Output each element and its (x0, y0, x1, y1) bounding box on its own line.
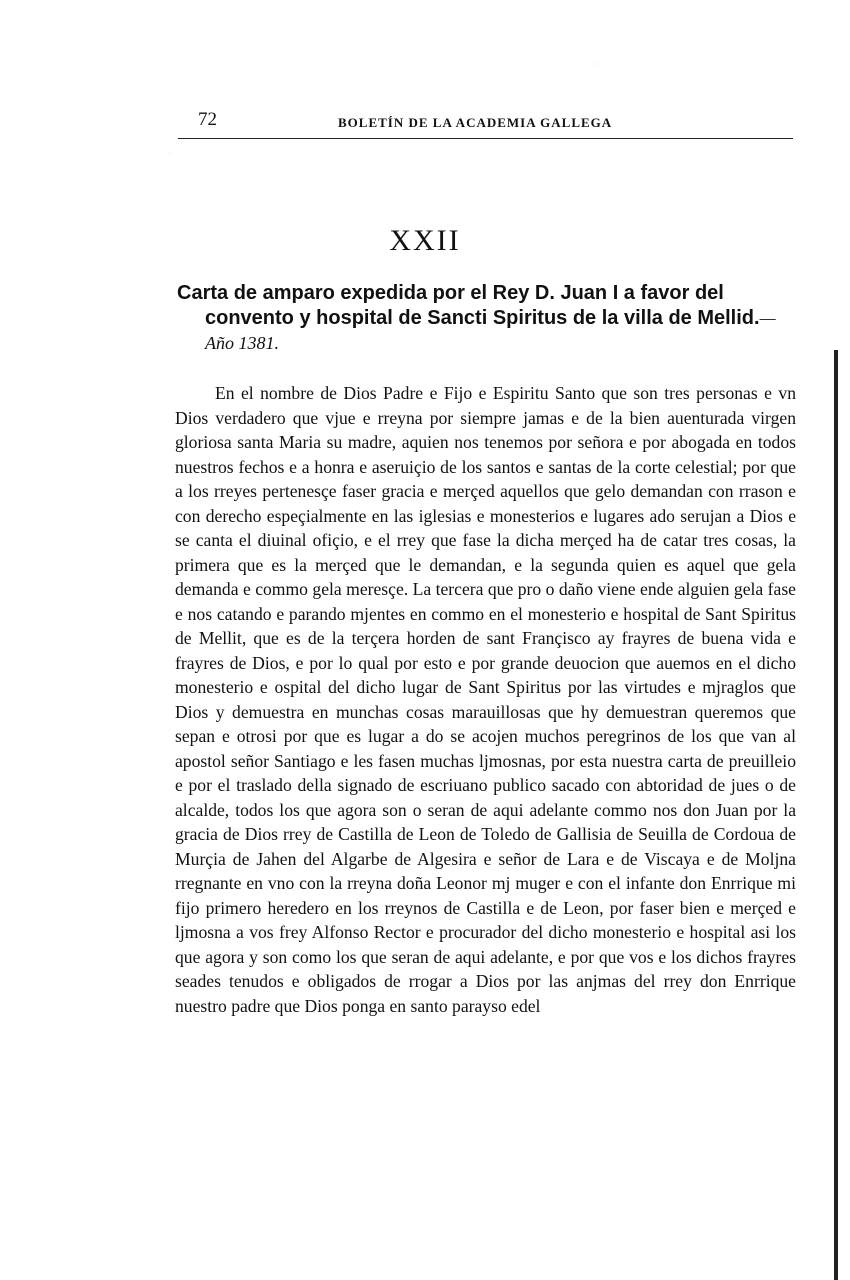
document-year: —Año 1381. (205, 308, 776, 353)
page-edge-shadow (834, 350, 838, 1280)
document-heading (177, 281, 797, 356)
running-head (178, 108, 793, 139)
document-number: XXII (389, 224, 461, 257)
page-number: 72 (198, 109, 217, 130)
body-paragraph: En el nombre de Dios Padre e Fijo e Espiritu Santo que son tres personas e vn Dios verdadero que vjue e rreyna por siempre jamas e de la bien auenturada virgen gloriosa santa Maria su madre, aquien nos tenemos por señora e por abogada en todos nuestros fechos e a honra e aseruiçio de los santos e santas de la corte celestial; por que a los rreyes pertenesçe faser gracia e merçed aquellos que gelo demandan con rrason e con derecho espeçialmente en las iglesias e monesterios e lugares ado serujan a Dios e se canta el diuinal ofiçio, e el rrey que fase la dicha merçed ha de catar tres cosas, la primera que es la merçed que le demandan, e la segunda quien es aquel que gela demanda e commo gela meresçe. La tercera que pro o daño viene ende alguien gela fase e nos catando e parando mjentes en commo en el monesterio e hospital de Sant Spiritus de Mellit, que es de la terçera horden de sant Françisco ay frayres de buena vida e frayres de Dios, e por lo qual por esto e por grande deuocion que auemos en el dicho monesterio e ospital del dicho lugar de Sant Spiritus por las virtudes e mjraglos que Dios y demuestra en munchas cosas marauillosas que hy demuestran queremos que sepan e otrosi por que es lugar a do se acojen muchos peregrinos de los que van al apostol señor Santiago e les fasen muchas ljmosnas, por esta nuestra carta de preuilleio e por el traslado della signado de escriuano publico sacado con abtoridad de jues o de alcalde, todos los que agora son o seran de aqui adelante commo nos don Juan por la gracia de Dios rrey de Castilla de Leon de Toledo de Gallisia de Seuilla de Cordoua de Murçia de Jahen del Algarbe de Algesira e señor de Lara e de Viscaya e de Moljna rregnante en vno con la rreyna doña Leonor mj muger e con el infante don Enrrique mi fijo primero heredero en los rreynos de Castilla e de Leon, por faser bien e merçed e ljmosna a vos frey Alfonso Rector e procurador del dicho monesterio e hospital asi los que agora y son como los que seran de aqui adelante, e por que vos e los dichos frayres seades tenudos e obligados de rrogar a Dios por las anjmas del rrey don Enrrique nuestro padre que Dios ponga en santo parayso edel (175, 383, 796, 1016)
journal-title: BOLETÍN DE LA ACADEMIA GALLEGA (338, 115, 613, 130)
document-title: Carta de amparo expedida por el Rey D. Juan I a favor del convento y hospital de Sancti Spiritus de la villa de Mellid. (177, 282, 760, 329)
